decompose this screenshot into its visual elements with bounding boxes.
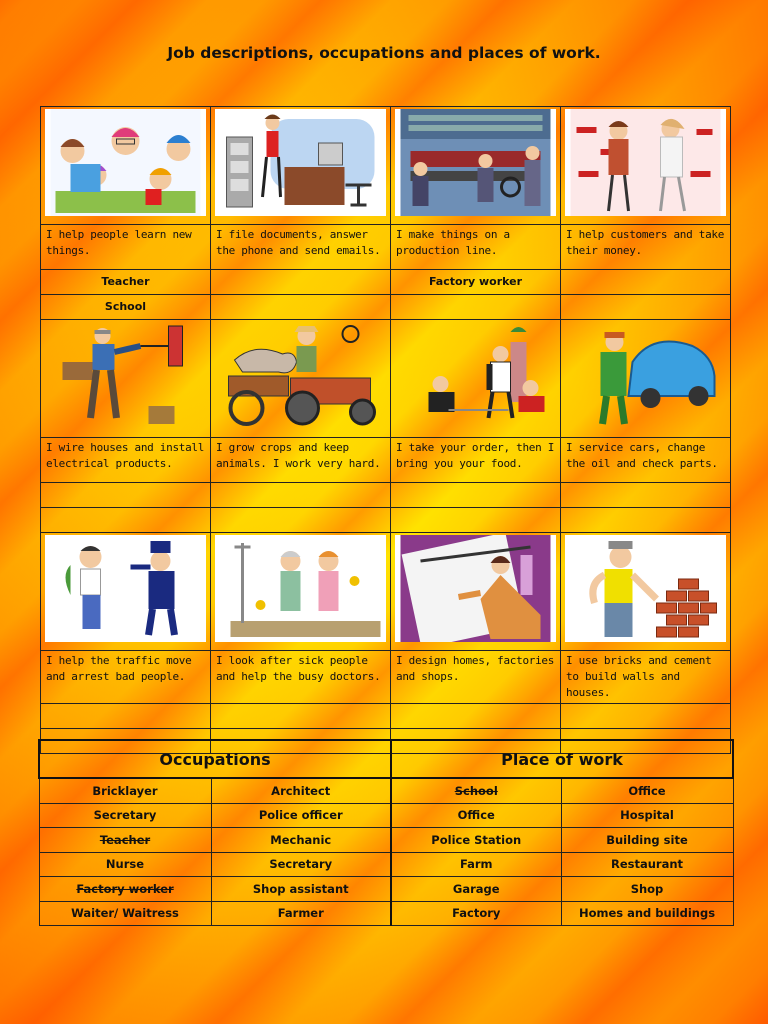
- occupation-answer[interactable]: Factory worker: [391, 270, 561, 295]
- shop-picture: [565, 109, 726, 216]
- word-bank-table: [38, 739, 734, 926]
- occupation-answer[interactable]: [211, 483, 391, 508]
- place-word: Garage: [391, 877, 561, 902]
- job-description: I help customers and take their money.: [561, 225, 731, 270]
- occupation-word: Factory worker: [39, 877, 211, 902]
- picture-cell: [211, 320, 391, 438]
- place-answer[interactable]: School: [41, 295, 211, 320]
- place-word: Factory: [391, 901, 561, 926]
- occupation-word: Police officer: [211, 803, 391, 828]
- occupation-word: Bricklayer: [39, 778, 211, 803]
- nurse-picture: [215, 535, 386, 642]
- picture-cell: [561, 107, 731, 225]
- page-title: Job descriptions, occupations and places of work.: [167, 44, 601, 62]
- job-description: I service cars, change the oil and check parts.: [561, 438, 731, 483]
- place-word: Shop: [561, 877, 733, 902]
- occupation-answer[interactable]: [391, 704, 561, 729]
- police-picture: [45, 535, 206, 642]
- bricklayer-picture: [565, 535, 726, 642]
- place-word: School: [391, 778, 561, 803]
- occupation-word: Secretary: [211, 852, 391, 877]
- occupation-answer[interactable]: [211, 704, 391, 729]
- occupation-answer[interactable]: [41, 483, 211, 508]
- farmer-picture: [215, 322, 386, 429]
- picture-cell: [41, 533, 211, 651]
- factory-picture: [395, 109, 556, 216]
- job-description: I design homes, factories and shops.: [391, 651, 561, 704]
- architect-picture: [395, 535, 556, 642]
- occupation-word: Secretary: [39, 803, 211, 828]
- waiter-picture: [395, 322, 556, 429]
- occupation-answer[interactable]: [561, 704, 731, 729]
- picture-cell: [211, 107, 391, 225]
- place-of-work-header: Place of work: [391, 740, 733, 778]
- classroom-picture: [45, 109, 206, 216]
- job-description: I file documents, answer the phone and send emails.: [211, 225, 391, 270]
- occupation-answer[interactable]: Teacher: [41, 270, 211, 295]
- place-answer[interactable]: [41, 508, 211, 533]
- occupation-word: Teacher: [39, 828, 211, 853]
- occupation-answer[interactable]: [211, 270, 391, 295]
- place-answer[interactable]: [561, 295, 731, 320]
- occupations-header: Occupations: [39, 740, 391, 778]
- place-answer[interactable]: [391, 295, 561, 320]
- place-word: Farm: [391, 852, 561, 877]
- place-word: Office: [561, 778, 733, 803]
- place-answer[interactable]: [391, 508, 561, 533]
- job-description: I use bricks and cement to build walls and houses.: [561, 651, 731, 704]
- job-description: I grow crops and keep animals. I work very hard.: [211, 438, 391, 483]
- job-description: I make things on a production line.: [391, 225, 561, 270]
- place-answer[interactable]: [211, 508, 391, 533]
- place-word: Hospital: [561, 803, 733, 828]
- mechanic-picture: [565, 322, 726, 429]
- picture-cell: [391, 107, 561, 225]
- occupation-word: Waiter/ Waitress: [39, 901, 211, 926]
- occupation-answer[interactable]: [391, 483, 561, 508]
- picture-cell: [391, 320, 561, 438]
- place-word: Police Station: [391, 828, 561, 853]
- place-word: Restaurant: [561, 852, 733, 877]
- occupation-word: Mechanic: [211, 828, 391, 853]
- occupation-answer[interactable]: [41, 704, 211, 729]
- place-answer[interactable]: [561, 508, 731, 533]
- occupation-word: Farmer: [211, 901, 391, 926]
- job-description: I help people learn new things.: [41, 225, 211, 270]
- occupation-word: Nurse: [39, 852, 211, 877]
- picture-cell: [391, 533, 561, 651]
- occupation-answer[interactable]: [561, 270, 731, 295]
- job-description: I wire houses and install electrical products.: [41, 438, 211, 483]
- picture-cell: [211, 533, 391, 651]
- jobs-table: [40, 106, 731, 754]
- occupation-answer[interactable]: [561, 483, 731, 508]
- picture-cell: [41, 107, 211, 225]
- picture-cell: [561, 320, 731, 438]
- place-word: Office: [391, 803, 561, 828]
- place-word: Homes and buildings: [561, 901, 733, 926]
- place-word: Building site: [561, 828, 733, 853]
- picture-cell: [561, 533, 731, 651]
- job-description: I help the traffic move and arrest bad people.: [41, 651, 211, 704]
- occupation-word: Shop assistant: [211, 877, 391, 902]
- job-description: I take your order, then I bring you your food.: [391, 438, 561, 483]
- secretary-picture: [215, 109, 386, 216]
- occupation-word: Architect: [211, 778, 391, 803]
- picture-cell: [41, 320, 211, 438]
- electrician-picture: [45, 322, 206, 429]
- job-description: I look after sick people and help the busy doctors.: [211, 651, 391, 704]
- place-answer[interactable]: [211, 295, 391, 320]
